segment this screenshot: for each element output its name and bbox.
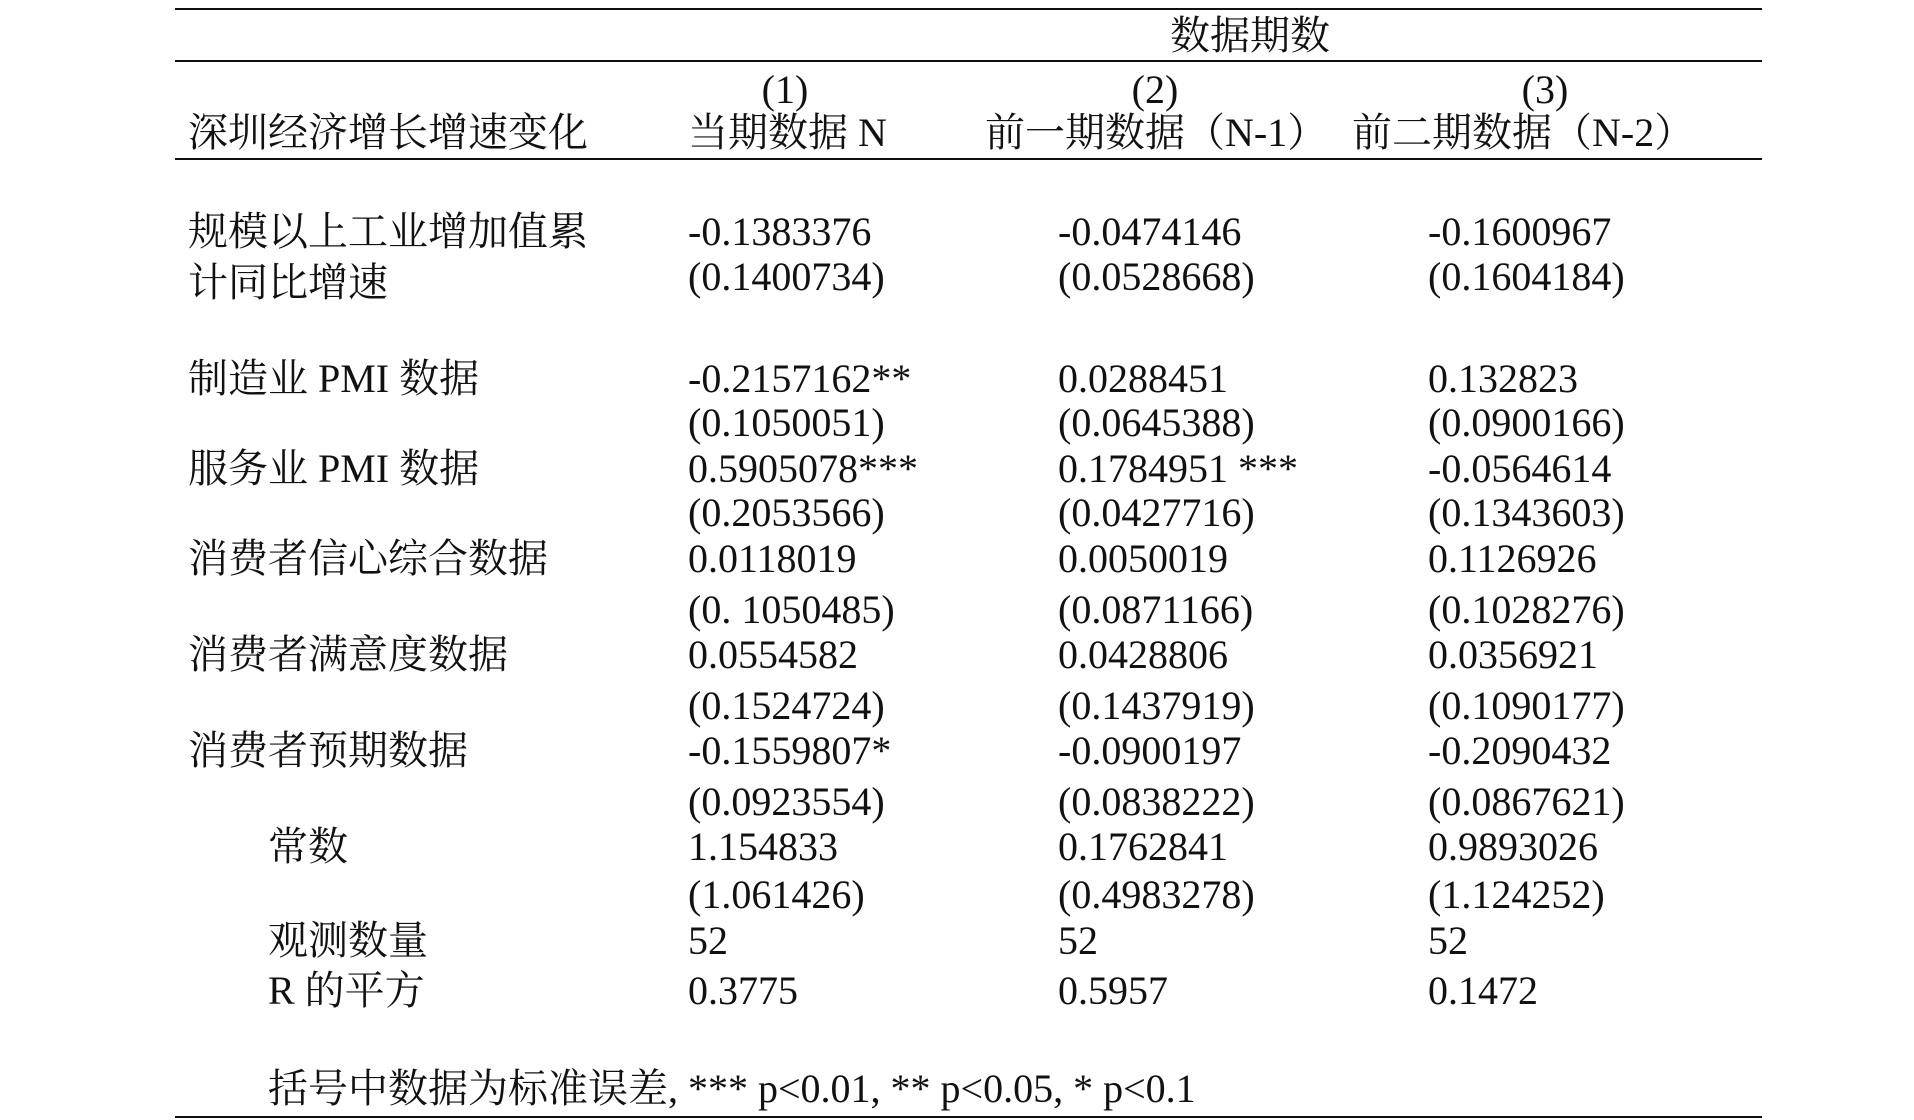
coef-cell: -0.1383376 bbox=[688, 209, 872, 254]
coef-cell: 0.0118019 bbox=[688, 536, 857, 581]
stat-cell: 52 bbox=[688, 918, 728, 963]
se-cell: (0.1343603) bbox=[1428, 490, 1625, 535]
bottom-rule bbox=[175, 1116, 1762, 1118]
se-cell: (0.0867621) bbox=[1428, 779, 1625, 824]
coef-cell: -0.1559807* bbox=[688, 728, 892, 773]
se-cell: (0.1090177) bbox=[1428, 683, 1625, 728]
se-cell: (0.1400734) bbox=[688, 254, 885, 299]
se-cell: (0.1437919) bbox=[1058, 683, 1255, 728]
group-header-rule bbox=[175, 60, 1762, 62]
table-footnote: 括号中数据为标准误差, *** p<0.01, ** p<0.05, * p<0.1 bbox=[268, 1066, 1196, 1111]
column-number-3: (3) bbox=[1521, 67, 1569, 112]
row-header-label: 深圳经济增长增速变化 bbox=[188, 110, 588, 155]
coef-cell: 0.0356921 bbox=[1428, 632, 1598, 677]
column-label-1: 当期数据 N bbox=[688, 110, 887, 155]
header-bottom-rule bbox=[175, 158, 1762, 160]
se-cell: (0.0900166) bbox=[1428, 400, 1625, 445]
row-label: 常数 bbox=[268, 824, 348, 869]
row-label: 制造业 PMI 数据 bbox=[188, 356, 480, 401]
se-cell: (0.0427716) bbox=[1058, 490, 1255, 535]
coef-cell: -0.0900197 bbox=[1058, 728, 1242, 773]
coef-cell: -0.1600967 bbox=[1428, 209, 1612, 254]
coef-cell: 0.132823 bbox=[1428, 356, 1578, 401]
coef-cell: 0.1784951 *** bbox=[1058, 446, 1298, 491]
row-label-continued: 计同比增速 bbox=[188, 260, 388, 305]
stat-cell: 0.3775 bbox=[688, 968, 798, 1013]
coef-cell: -0.0564614 bbox=[1428, 446, 1612, 491]
se-cell: (1.124252) bbox=[1428, 872, 1605, 917]
se-cell: (0.2053566) bbox=[688, 490, 885, 535]
coef-cell: 0.0554582 bbox=[688, 632, 858, 677]
top-rule bbox=[175, 8, 1762, 10]
se-cell: (1.061426) bbox=[688, 872, 865, 917]
group-header: 数据期数 bbox=[1170, 13, 1330, 58]
se-cell: (0.1050051) bbox=[688, 400, 885, 445]
se-cell: (0. 1050485) bbox=[688, 587, 895, 632]
column-label-3: 前二期数据（N-2） bbox=[1352, 110, 1695, 155]
coef-cell: 0.0428806 bbox=[1058, 632, 1228, 677]
coef-cell: -0.2157162** bbox=[688, 356, 912, 401]
stat-cell: 52 bbox=[1428, 918, 1468, 963]
se-cell: (0.0645388) bbox=[1058, 400, 1255, 445]
column-label-2: 前一期数据（N-1） bbox=[985, 110, 1328, 155]
column-number-2: (2) bbox=[1131, 67, 1179, 112]
stat-cell: 0.5957 bbox=[1058, 968, 1168, 1013]
se-cell: (0.4983278) bbox=[1058, 872, 1255, 917]
column-number-1: (1) bbox=[761, 67, 809, 112]
coef-cell: 0.1126926 bbox=[1428, 536, 1597, 581]
row-label: 服务业 PMI 数据 bbox=[188, 446, 480, 491]
coef-cell: 1.154833 bbox=[688, 824, 838, 869]
row-label: 观测数量 bbox=[268, 918, 428, 963]
coef-cell: 0.9893026 bbox=[1428, 824, 1598, 869]
row-label: 规模以上工业增加值累 bbox=[188, 209, 588, 254]
stat-cell: 0.1472 bbox=[1428, 968, 1538, 1013]
row-label: 消费者预期数据 bbox=[188, 728, 468, 773]
se-cell: (0.0838222) bbox=[1058, 779, 1255, 824]
coef-cell: 0.0050019 bbox=[1058, 536, 1228, 581]
se-cell: (0.0871166) bbox=[1058, 587, 1254, 632]
coef-cell: 0.5905078*** bbox=[688, 446, 918, 491]
row-label: 消费者满意度数据 bbox=[188, 632, 508, 677]
coef-cell: -0.2090432 bbox=[1428, 728, 1612, 773]
coef-cell: -0.0474146 bbox=[1058, 209, 1242, 254]
se-cell: (0.1524724) bbox=[688, 683, 885, 728]
se-cell: (0.0923554) bbox=[688, 779, 885, 824]
stat-cell: 52 bbox=[1058, 918, 1098, 963]
row-label: R 的平方 bbox=[268, 968, 425, 1013]
coef-cell: 0.0288451 bbox=[1058, 356, 1228, 401]
se-cell: (0.0528668) bbox=[1058, 254, 1255, 299]
row-label: 消费者信心综合数据 bbox=[188, 536, 548, 581]
se-cell: (0.1028276) bbox=[1428, 587, 1625, 632]
se-cell: (0.1604184) bbox=[1428, 254, 1625, 299]
coef-cell: 0.1762841 bbox=[1058, 824, 1228, 869]
